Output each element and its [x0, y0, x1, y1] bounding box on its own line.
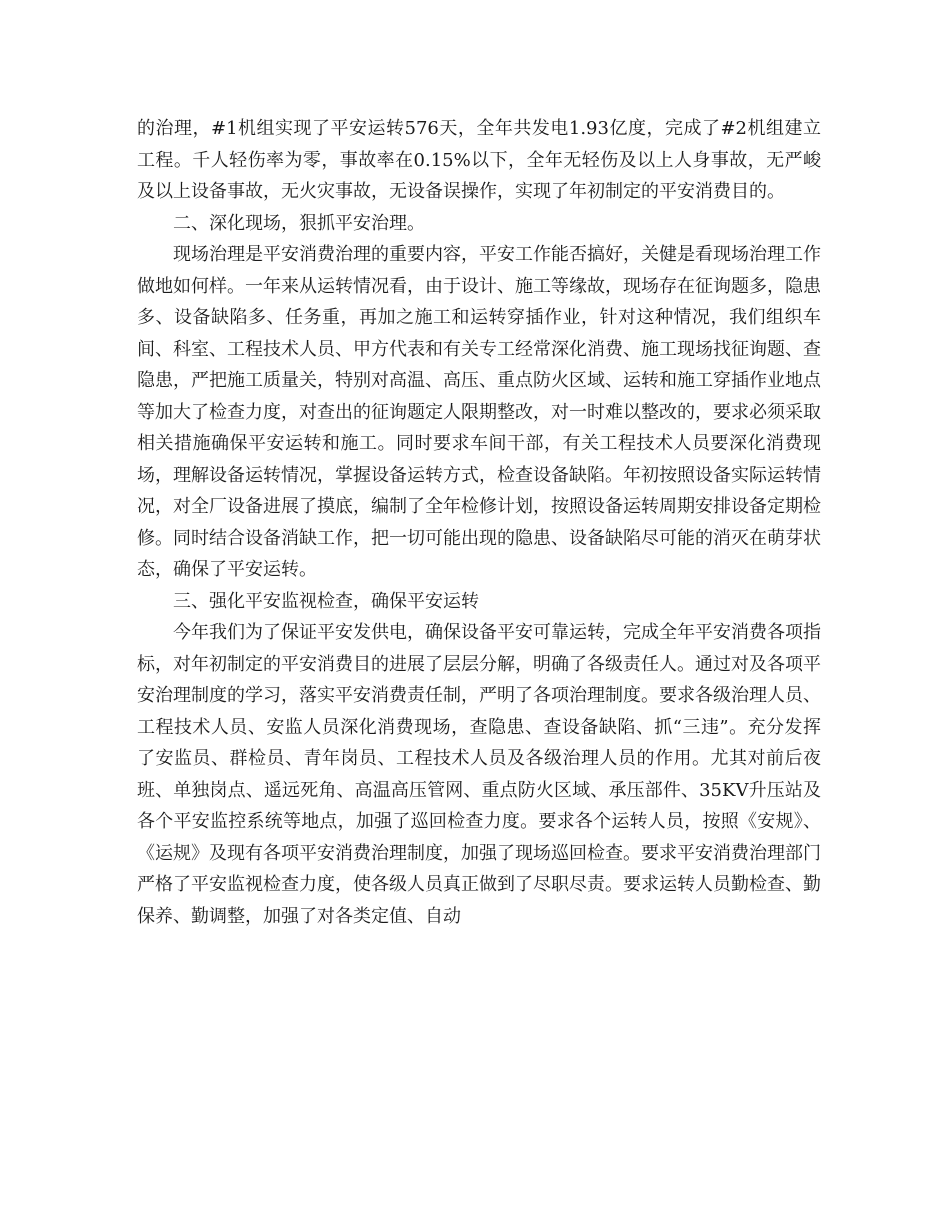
- paragraph-safety-results: 的治理，#1机组实现了平安运转576天，全年共发电1.93亿度，完成了#2机组建立工程。千人轻伤率为零，事故率在0.15%以下，全年无轻伤及以上人身事故，无严峻及以上设备事故，无火灾事故，无设备误操作，实现了年初制定的平安消费目的。: [137, 118, 821, 202]
- section-heading-2: 二、深化现场，狠抓平安治理。: [173, 212, 425, 234]
- paragraph-safety-inspection: 今年我们为了保证平安发供电，确保设备平安可靠运转，完成全年平安消费各项指标，对年初制定的平安消费目的进展了层层分解，明确了各级责任人。通过对及各项平安治理制度的学习，落实平安消费责任制，严明了各项治理制度。要求各级治理人员、工程技术人员、安监人员深化消费现场，查隐患、查设备缺陷、抓“三违”。充分发挥了安监员、群检员、青年岗员、工程技术人员及各级治理人员的作用。尤其对前后夜班、单独岗点、遥远死角、高温高压管网、重点防火区域、承压部件、35KV升压站及各个平安监控系统等地点，加强了巡回检查力度。要求各个运转人员，按照《安规》、《运规》及现有各项平安消费治理制度，加强了现场巡回检查。要求平安消费治理部门严格了平安监视检查力度，使各级人员真正做到了尽职尽责。要求运转人员勤检查、勤保养、勤调整，加强了对各类定值、自动: [137, 622, 821, 927]
- document-body: [137, 113, 821, 932]
- section-heading-3: 三、强化平安监视检查，确保平安运转: [173, 590, 479, 612]
- paragraph-site-management: 现场治理是平安消费治理的重要内容，平安工作能否搞好，关健是看现场治理工作做地如何样。一年来从运转情况看，由于设计、施工等缘故，现场存在征询题多，隐患多、设备缺陷多、任务重，再加之施工和运转穿插作业，针对这种情况，我们组织车间、科室、工程技术人员、甲方代表和有关专工经常深化消费、施工现场找征询题、查隐患，严把施工质量关，特别对高温、高压、重点防火区域、运转和施工穿插作业地点等加大了检查力度，对查出的征询题定人限期整改，对一时难以整改的，要求必须采取相关措施确保平安运转和施工。同时要求车间干部，有关工程技术人员要深化消费现场，理解设备运转情况，掌握设备运转方式，检查设备缺陷。年初按照设备实际运转情况，对全厂设备进展了摸底，编制了全年检修计划，按照设备运转周期安排设备定期检修。同时结合设备消缺工作，把一切可能出现的隐患、设备缺陷尽可能的消灭在萌芽状态，确保了平安运转。: [137, 244, 821, 580]
